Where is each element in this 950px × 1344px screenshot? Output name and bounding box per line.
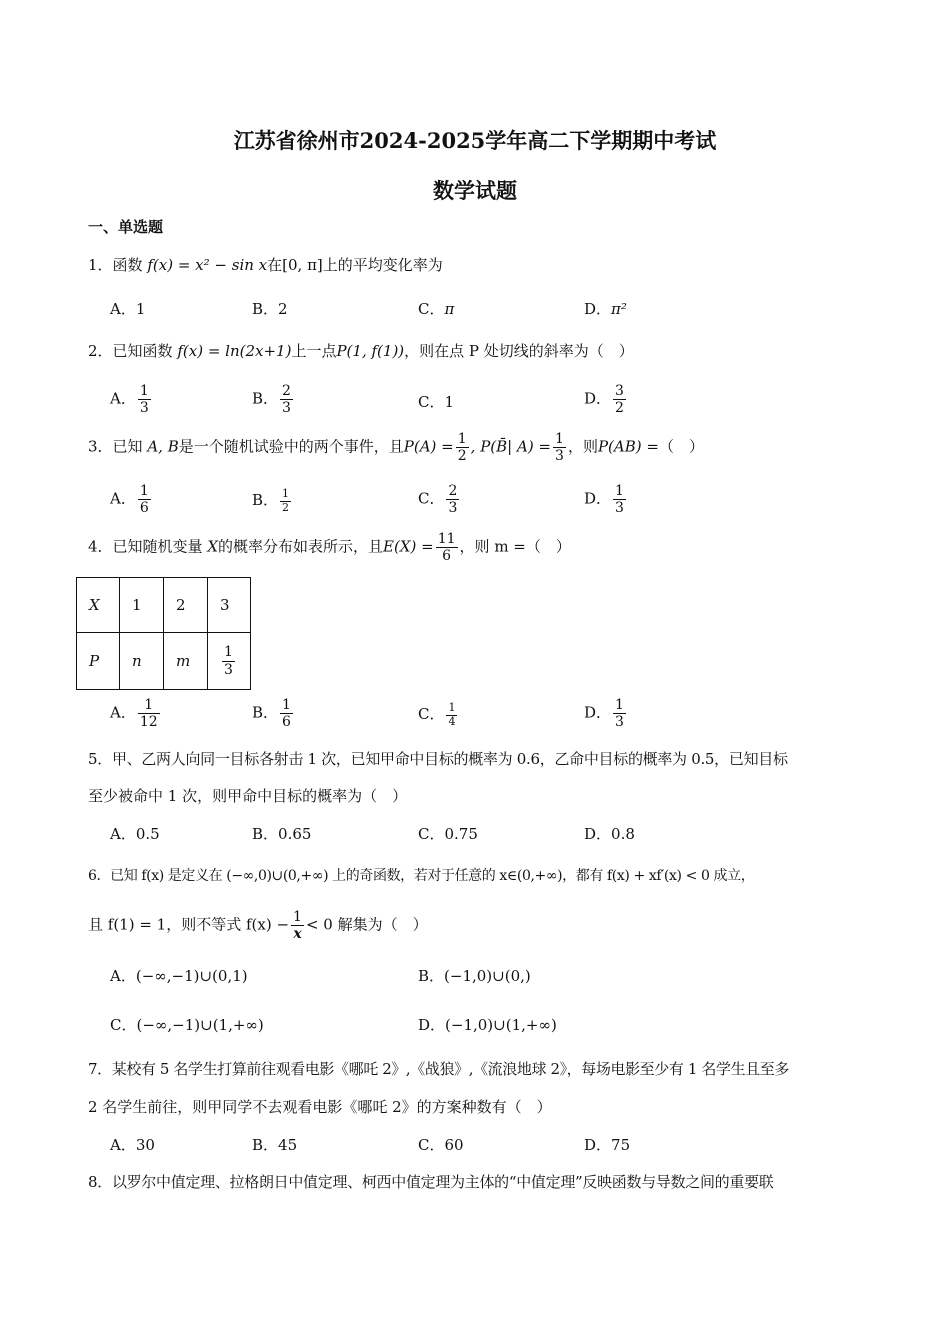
q6-option-a: A．(−∞,−1)∪(0,1) [110, 967, 248, 985]
question-6-line1: 6．已知 f(x) 是定义在 (−∞,0)∪(0,+∞) 上的奇函数，若对于任意的 x∈(0,+∞)，都有 f(x) + xf′(x) < 0 成立， [88, 868, 755, 884]
q6-option-b: B．(−1,0)∪(0,) [418, 967, 531, 985]
q3-option-b: B． $\frac{1}{2}$ [252, 487, 290, 514]
q4-var: X [207, 537, 219, 556]
q3-option-c: C． $\frac{2}{3}$ [418, 483, 458, 517]
distribution-table [76, 577, 251, 690]
q1-option-d: D．π² [584, 300, 627, 318]
exam-title: 江苏省徐州市2024-2025学年高二下学期期中考试 [233, 128, 717, 153]
q1-prefix: 函数 [112, 256, 143, 274]
question-7-line2: 2 名学生前往，则甲同学不去观看电影《哪吒 2》的方案种数有（ ） [88, 1098, 552, 1116]
question-4 [88, 531, 571, 564]
question-2 [88, 342, 634, 360]
q3-pa: P(A) = [403, 437, 454, 456]
question-1 [88, 256, 443, 274]
q5-option-d: D．0.8 [584, 825, 635, 843]
q1-option-c: C．π [418, 300, 455, 318]
q3-option-a: A． $\frac{1}{6}$ [110, 483, 149, 517]
table-row [77, 578, 251, 633]
q7-option-b: B．45 [252, 1136, 298, 1154]
q4-expectation: E(X) = [383, 537, 434, 556]
question-5-line1: 5．甲、乙两人向同一目标各射击 1 次，已知甲命中目标的概率为 0.6，乙命中目标的概率为 0.5，已知目标 [88, 750, 788, 768]
q4-option-a: A． $\frac{1}{12}$ [110, 697, 158, 731]
q2-prefix: 已知函数 [112, 342, 173, 360]
q3-suffix: （ ） [658, 437, 704, 456]
q6-option-d: D．(−1,0)∪(1,+∞) [418, 1016, 557, 1034]
q4-suffix: ，则 m =（ ） [459, 537, 571, 556]
q7-option-c: C．60 [418, 1136, 464, 1154]
q1-option-b: B．2 [252, 300, 288, 318]
table-cell: n [120, 633, 164, 690]
q2-option-a: A． $\frac{1}{3}$ [110, 383, 149, 417]
q2-number: 2． [88, 342, 113, 360]
q4-option-d: D． $\frac{1}{3}$ [584, 697, 624, 731]
exam-subtitle: 数学试题 [433, 178, 517, 203]
q1-interval: [0, π] [282, 256, 323, 274]
q2-function: f(x) = ln(2x+1) [177, 342, 292, 360]
q4-mid: 的概率分布如表所示，且 [218, 537, 384, 556]
q1-number: 1． [88, 256, 113, 274]
q4-option-b: B． $\frac{1}{6}$ [252, 697, 291, 731]
table-cell: 2 [164, 578, 208, 633]
q5-option-c: C．0.75 [418, 825, 478, 843]
question-7-line1: 7．某校有 5 名学生打算前往观看电影《哪吒 2》,《战狼》,《流浪地球 2》，每场电影至少有 1 名学生且至多 [88, 1060, 789, 1078]
q3-events: A, B [147, 437, 179, 456]
q2-mid: 上一点 [291, 342, 337, 360]
q3-pa-fraction: $\frac{1}{2}$ [457, 431, 467, 465]
q7-option-d: D．75 [584, 1136, 631, 1154]
q4-ex-fraction: $\frac{11}{6}$ [437, 531, 456, 565]
q2-option-d: D． $\frac{3}{2}$ [584, 383, 624, 417]
q1-mid: 在 [267, 256, 283, 274]
q3-pab: P(AB) = [597, 437, 659, 456]
q3-mid: 是一个随机试验中的两个事件，且 [178, 437, 404, 456]
q3-option-d: D． $\frac{1}{3}$ [584, 483, 624, 517]
q4-option-c: C． $\frac{1}{4}$ [418, 701, 456, 728]
table-cell: X [77, 578, 120, 633]
q3-pba: , P(B̄| A) = [470, 437, 552, 456]
q5-option-b: B．0.65 [252, 825, 312, 843]
q7-option-a: A．30 [110, 1136, 155, 1154]
q2-point: P(1, f(1)) [336, 342, 405, 360]
q2-option-b: B． $\frac{2}{3}$ [252, 383, 291, 417]
q1-option-a: A．1 [110, 300, 146, 318]
q2-suffix: ，则在点 P 处切线的斜率为（ ） [404, 342, 634, 360]
table-cell: P [77, 633, 120, 690]
question-3 [88, 431, 704, 464]
q2-option-c: C．1 [418, 393, 455, 411]
table-cell: m [164, 633, 208, 690]
q4-number: 4． [88, 537, 113, 556]
table-cell: 3 [208, 578, 251, 633]
q3-number: 3． [88, 437, 113, 456]
q1-function: f(x) = x² − sin x [147, 256, 268, 274]
q3-prefix: 已知 [112, 437, 143, 456]
q4-prefix: 已知随机变量 [112, 537, 203, 556]
table-cell: $\frac{1}{3}$ [208, 633, 251, 690]
q6-option-c: C．(−∞,−1)∪(1,+∞) [110, 1016, 264, 1034]
q3-pba-fraction: $\frac{1}{3}$ [555, 431, 564, 465]
table-row [77, 633, 251, 690]
q3-then: ，则 [567, 437, 598, 456]
question-8-line1: 8．以罗尔中值定理、拉格朗日中值定理、柯西中值定理为主体的“中值定理”反映函数与导数之间的重要联 [88, 1173, 774, 1191]
section-heading: 一、单选题 [88, 218, 164, 236]
table-cell: 1 [120, 578, 164, 633]
question-5-line2: 至少被命中 1 次，则甲命中目标的概率为（ ） [88, 787, 408, 805]
question-6-line2: 且 f(1) = 1，则不等式 f(x) − $\frac{1}{x}$ < 0 解集为（ ） [88, 909, 428, 943]
q5-option-a: A．0.5 [110, 825, 160, 843]
q1-suffix: 上的平均变化率为 [322, 256, 443, 274]
